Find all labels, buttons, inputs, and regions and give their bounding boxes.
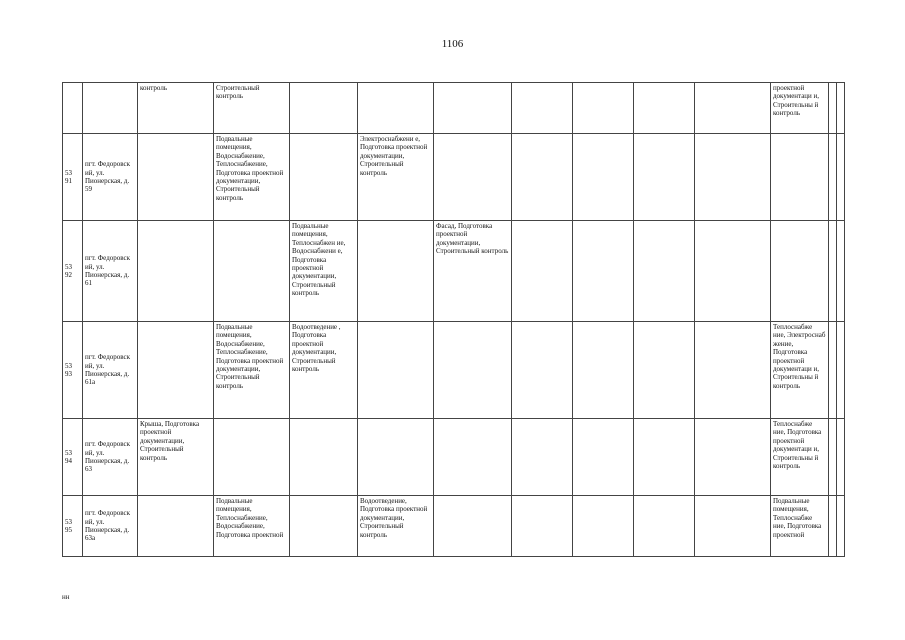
table-cell [63, 83, 83, 134]
table-cell [138, 496, 214, 557]
table-cell [434, 496, 512, 557]
table-cell: пгт. Федоровск ий, ул. Пионерская, д. 59 [83, 134, 138, 221]
table-cell [573, 221, 634, 322]
table-row [63, 83, 845, 134]
table-cell: пгт. Федоровск ий, ул. Пионерская, д. 63 [83, 419, 138, 496]
table-cell [214, 221, 290, 322]
table-cell: Крыша, Подготовка проектной документации, Строительный контроль [138, 419, 214, 496]
table-cell [290, 134, 358, 221]
table-cell: Водоотведение , Подготовка проектной документации, Строительный контроль [290, 322, 358, 419]
table-cell [695, 419, 771, 496]
table-cell [512, 419, 573, 496]
table-cell: пгт. Федоровск ий, ул. Пионерская, д. 63а [83, 496, 138, 557]
table-cell: 53 91 [63, 134, 83, 221]
table-cell [290, 419, 358, 496]
table-cell [771, 221, 829, 322]
table-cell [695, 221, 771, 322]
table-cell: Водоотведение, Подготовка проектной документации, Строительный контроль [358, 496, 434, 557]
table-cell [771, 134, 829, 221]
table-cell [573, 134, 634, 221]
table-cell [214, 419, 290, 496]
table-cell [434, 322, 512, 419]
table-cell [358, 419, 434, 496]
table-cell [434, 134, 512, 221]
table-cell [83, 83, 138, 134]
table-cell [634, 496, 695, 557]
table-row [63, 496, 845, 557]
table-cell: Подвальные помещения, Водоснабжение, Теплоснабжение, Подготовка проектной документации, Строительный контроль [214, 322, 290, 419]
table-cell [837, 419, 845, 496]
table-row [63, 221, 845, 322]
table-cell: проектной документаци и, Строительны й контроль [771, 83, 829, 134]
table-cell [138, 134, 214, 221]
page-number: 1106 [441, 38, 464, 50]
table-cell [290, 496, 358, 557]
table-cell: 53 93 [63, 322, 83, 419]
table-cell: 53 95 [63, 496, 83, 557]
table-cell: Электроснабжени е, Подготовка проектной документации, Строительный контроль [358, 134, 434, 221]
table-cell [829, 83, 837, 134]
table-cell [634, 83, 695, 134]
table-cell: Теплоснабже ние, Электроснаб жение, Подготовка проектной документаци и, Строительны й контроль [771, 322, 829, 419]
table-cell [837, 322, 845, 419]
table-cell [837, 83, 845, 134]
table-cell [358, 221, 434, 322]
table-cell: Фасад, Подготовка проектной документации, Строительный контроль [434, 221, 512, 322]
table-cell: Теплоснабже ние, Подготовка проектной документаци и, Строительны й контроль [771, 419, 829, 496]
table-cell: пгт. Федоровск ий, ул. Пионерская, д. 61 [83, 221, 138, 322]
footer-mark: нн [62, 593, 70, 601]
table-cell [434, 83, 512, 134]
table-row [63, 134, 845, 221]
table-cell [434, 419, 512, 496]
table-cell [634, 134, 695, 221]
table-cell: контроль [138, 83, 214, 134]
table-row [63, 419, 845, 496]
table-cell [358, 83, 434, 134]
table-cell [829, 496, 837, 557]
table-cell [837, 134, 845, 221]
table-cell [829, 419, 837, 496]
table-cell [573, 322, 634, 419]
table-cell [512, 496, 573, 557]
table-cell [512, 134, 573, 221]
table-cell: Подвальные помещения, Теплоснабжение, Водоснабжение, Подготовка проектной [214, 496, 290, 557]
table-cell [695, 496, 771, 557]
table-cell [634, 221, 695, 322]
table-cell: 53 92 [63, 221, 83, 322]
table-cell [634, 322, 695, 419]
table-cell [290, 83, 358, 134]
table-cell [695, 83, 771, 134]
table-cell: 53 94 [63, 419, 83, 496]
table-cell: Подвальные помещения, Теплоснабже ние, Подготовка проектной [771, 496, 829, 557]
table-cell [512, 83, 573, 134]
table-cell [829, 221, 837, 322]
table-cell [512, 221, 573, 322]
table-cell: Подвальные помещения, Водоснабжение, Теплоснабжение, Подготовка проектной документации, Строительный контроль [214, 134, 290, 221]
table-cell [512, 322, 573, 419]
table-cell [634, 419, 695, 496]
table-cell [837, 221, 845, 322]
table-cell [138, 221, 214, 322]
works-table [62, 82, 845, 557]
table-cell [573, 83, 634, 134]
table-row [63, 322, 845, 419]
table-cell: Подвальные помещения, Теплоснабжен ие, Водоснабжени е, Подготовка проектной документации, Строительный контроль [290, 221, 358, 322]
table-cell [829, 322, 837, 419]
table-cell [358, 322, 434, 419]
table-cell [829, 134, 837, 221]
table-cell [695, 322, 771, 419]
table-cell [837, 496, 845, 557]
table-cell [573, 419, 634, 496]
table-cell [138, 322, 214, 419]
table-cell [573, 496, 634, 557]
table-cell: Строительный контроль [214, 83, 290, 134]
table-cell: пгт. Федоровск ий, ул. Пионерская, д. 61а [83, 322, 138, 419]
table-cell [695, 134, 771, 221]
